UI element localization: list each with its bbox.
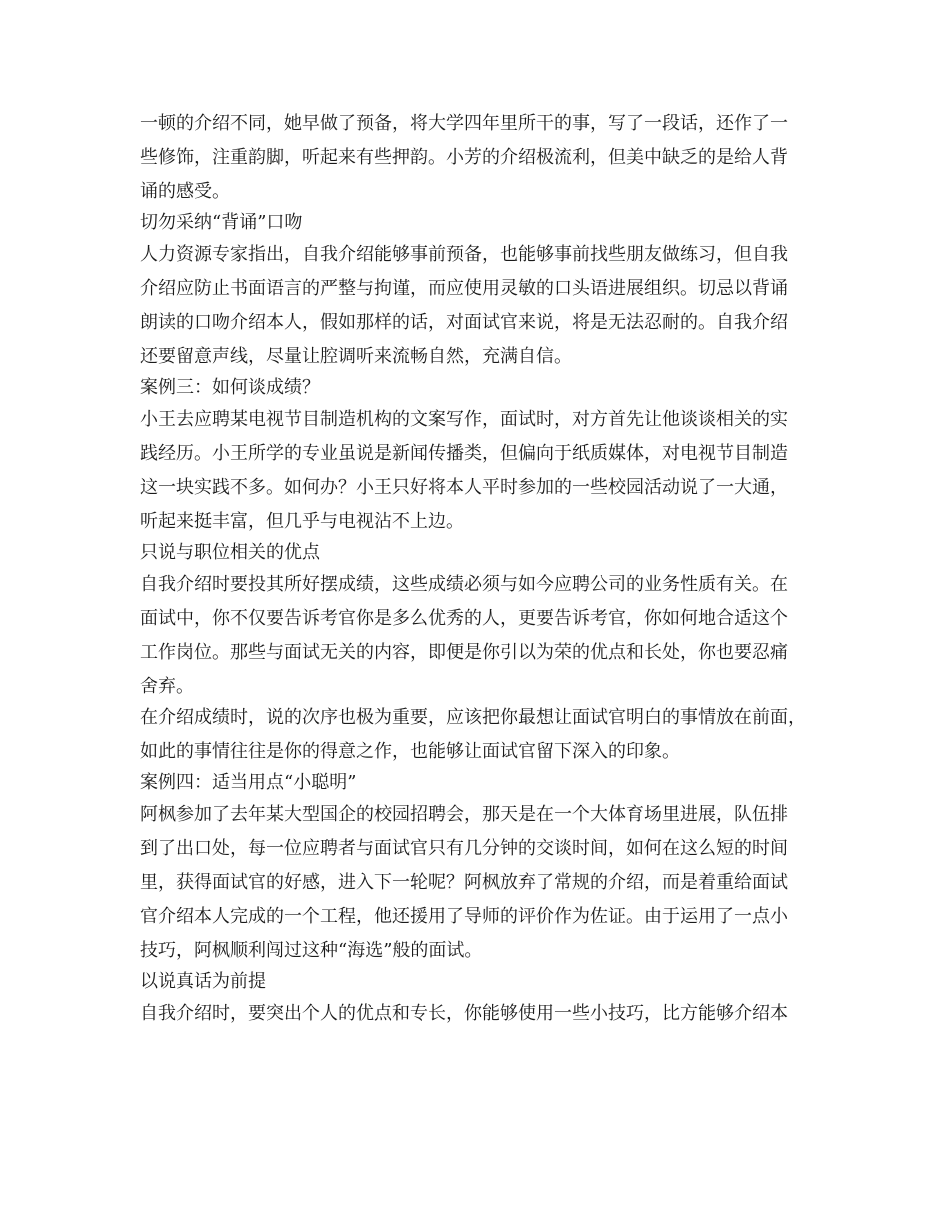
- text-line: 如此的事情往往是你的得意之作，也能够让面试官留下深入的印象。: [140, 741, 680, 762]
- paragraph: [140, 408, 830, 534]
- paragraph-intro: [140, 112, 830, 204]
- text-line: 这一块实践不多。如何办？小王只好将本人平时参加的一些校园活动说了一大通，: [140, 477, 788, 498]
- text-line: 到了出口处，每一位应聘者与面试官只有几分钟的交谈时间，如何在这么短的时间: [140, 838, 788, 859]
- text-line: 舍弃。: [140, 676, 194, 697]
- paragraph: [140, 243, 830, 369]
- text-line: 诵的感受。: [140, 181, 230, 202]
- section-heading: 切勿采纳“背诵”口吻: [140, 212, 303, 233]
- section-heading: 案例四：适当用点“小聪明”: [140, 772, 357, 793]
- text-line: 工作岗位。那些与面试无关的内容，即便是你引以为荣的优点和长处，你也要忍痛: [140, 642, 788, 663]
- text-line: 面试中，你不仅要告诉考官你是多么优秀的人，更要告诉考官，你如何地合适这个: [140, 608, 788, 629]
- text-line: 介绍应防止书面语言的严整与拘谨，而应使用灵敏的口头语进展组织。切忌以背诵: [140, 278, 788, 299]
- paragraph: [140, 803, 830, 963]
- text-line: 朗读的口吻介绍本人，假如那样的话，对面试官来说，将是无法忍耐的。自我介绍: [140, 312, 788, 333]
- text-line: 听起来挺丰富，但几乎与电视沾不上边。: [140, 511, 464, 532]
- text-line: 里，获得面试官的好感，进入下一轮呢？阿枫放弃了常规的介绍，而是着重给面试: [140, 872, 788, 893]
- text-line: 阿枫参加了去年某大型国企的校园招聘会，那天是在一个大体育场里进展，队伍排: [140, 804, 788, 825]
- section-heading: 案例三：如何谈成绩？: [140, 377, 320, 398]
- text-line: 人力资源专家指出，自我介绍能够事前预备，也能够事前找些朋友做练习，但自我: [140, 244, 788, 265]
- text-line: 些修饰，注重韵脚，听起来有些押韵。小芳的介绍极流利，但美中缺乏的是给人背: [140, 147, 788, 168]
- text-line: 一顿的介绍不同，她早做了预备，将大学四年里所干的事，写了一段话，还作了一: [140, 113, 788, 134]
- document-page: [140, 112, 830, 1033]
- text-line: 还要留意声线，尽量让腔调听来流畅自然，充满自信。: [140, 346, 572, 367]
- paragraph: [140, 706, 830, 764]
- paragraph: [140, 573, 830, 699]
- text-line: 技巧，阿枫顺利闯过这种“海选”般的面试。: [140, 940, 483, 961]
- text-line: 践经历。小王所学的专业虽说是新闻传播类，但偏向于纸质媒体，对电视节目制造: [140, 443, 788, 464]
- text-line: 小王去应聘某电视节目制造机构的文案写作，面试时，对方首先让他谈谈相关的实: [140, 409, 788, 430]
- text-line: 在介绍成绩时，说的次序也极为重要，应该把你最想让面试官明白的事情放在前面，: [140, 707, 806, 728]
- section-heading: 只说与职位相关的优点: [140, 542, 320, 563]
- paragraph: [140, 1002, 830, 1026]
- text-line: 自我介绍时要投其所好摆成绩，这些成绩必须与如今应聘公司的业务性质有关。在: [140, 574, 788, 595]
- text-line: 官介绍本人完成的一个工程，他还援用了导师的评价作为佐证。由于运用了一点小: [140, 906, 788, 927]
- text-line: 自我介绍时，要突出个人的优点和专长，你能够使用一些小技巧，比方能够介绍本: [140, 1003, 788, 1024]
- section-heading: 以说真话为前提: [140, 971, 266, 992]
